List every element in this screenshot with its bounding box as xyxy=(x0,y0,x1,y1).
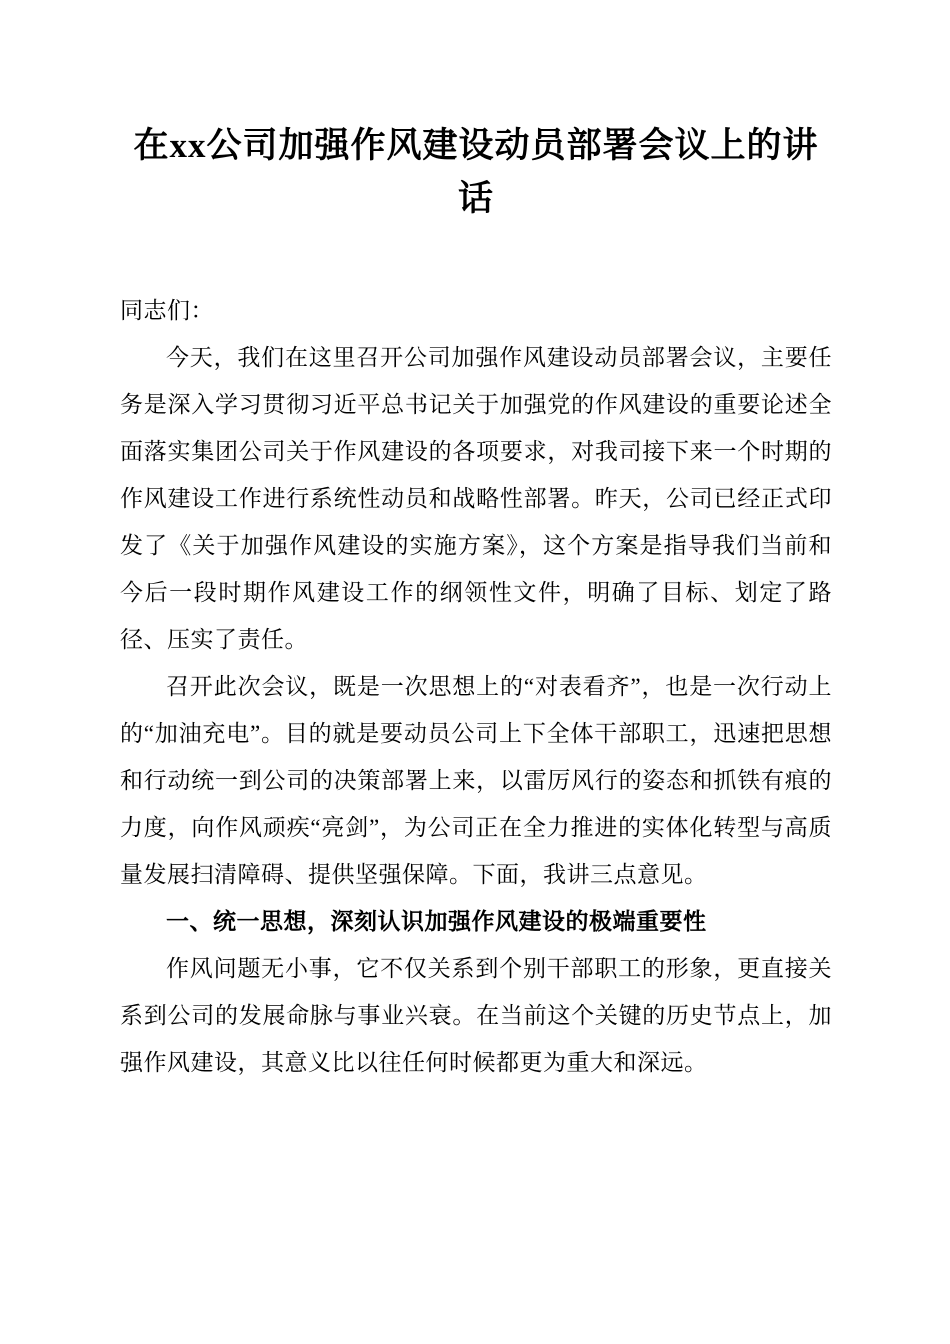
paragraph-section-1-body: 作风问题无小事，它不仅关系到个别干部职工的形象，更直接关系到公司的发展命脉与事业兴衰。在当前这个关键的历史节点上，加强作风建设，其意义比以往任何时候都更为重大和深远。 xyxy=(120,956,832,1075)
document-title: 在xx公司加强作风建设动员部署会议上的讲话 xyxy=(133,126,819,218)
salutation-line: 同志们： xyxy=(120,298,214,323)
section-heading-1: 一、统一思想，深刻认识加强作风建设的极端重要性 xyxy=(166,908,707,934)
paragraph-meeting-purpose: 召开此次会议，既是一次思想上的“对表看齐”，也是一次行动上的“加油充电”。目的就是要动员公司上下全体干部职工，迅速把思想和行动统一到公司的决策部署上来，以雷厉风行的姿态和抓铁有痕的力度，向作风顽疾“亮剑”，为公司正在全力推进的实体化转型与高质量发展扫清障碍、提供坚强保障。下面，我讲三点意见。 xyxy=(120,674,832,887)
paragraph-opening: 今天，我们在这里召开公司加强作风建设动员部署会议，主要任务是深入学习贯彻习近平总书记关于加强党的作风建设的重要论述全面落实集团公司关于作风建设的各项要求，对我司接下来一个时期的作风建设工作进行系统性动员和战略性部署。昨天，公司已经正式印发了《关于加强作风建设的实施方案》，这个方案是指导我们当前和今后一段时期作风建设工作的纲领性文件，明确了目标、划定了路径、压实了责任。 xyxy=(120,345,832,652)
